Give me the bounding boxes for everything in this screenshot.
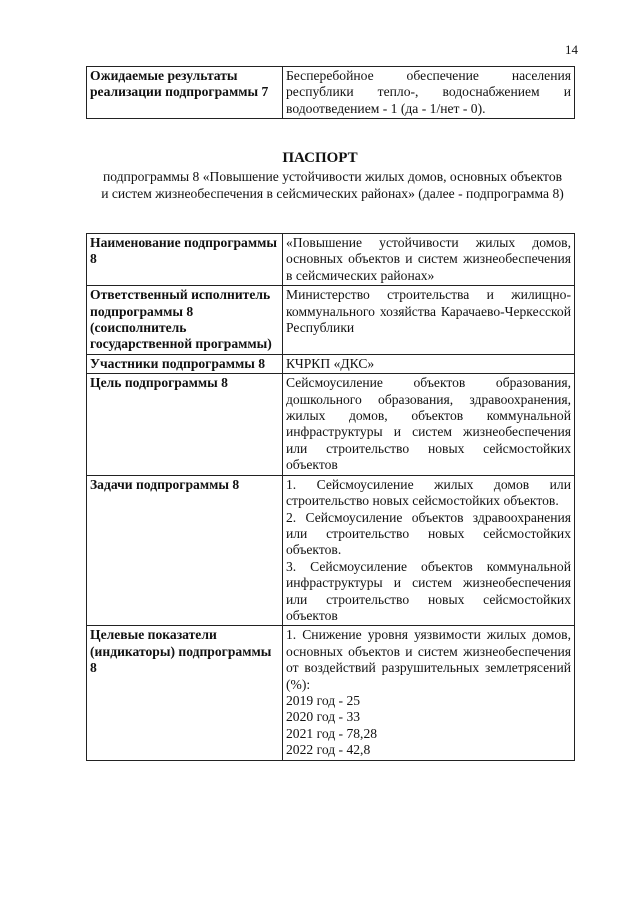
page-number: 14	[565, 42, 578, 57]
passport-title: ПАСПОРТ	[282, 150, 358, 166]
task-item: 1. Сейсмоусиление жилых домов или строительство новых сейсмостойких объектов.	[286, 476, 571, 509]
table-row	[87, 234, 575, 286]
goal-value: Сейсмоусиление объектов образования, дошкольного образования, здравоохранения, жилых домов, объектов коммунальной инфраструктуры и систем жизнеобеспечения или строительство новых сейсмостойких объектов	[283, 374, 575, 475]
table-row	[87, 286, 575, 355]
name-value: «Повышение устойчивости жилых домов, основных объектов и систем жизнеобеспечения в сейсмических районах»	[283, 234, 575, 286]
table-row	[87, 67, 575, 119]
passport-table	[86, 233, 575, 761]
tasks-label: Задачи подпрограммы 8	[87, 475, 283, 626]
participants-label: Участники подпрограммы 8	[87, 354, 283, 373]
indicator-year-value: 2020 год - 33	[286, 709, 361, 725]
indicator-year-value: 2022 год - 42,8	[286, 742, 371, 758]
task-item: 3. Сейсмоусиление объектов коммунальной инфраструктуры и систем жизнеобеспечения или строительство новых сейсмостойких объектов	[286, 558, 571, 623]
table-row	[87, 475, 575, 626]
task-item: 2. Сейсмоусиление объектов здравоохранения или строительство новых сейсмостойких объектов.	[286, 509, 571, 558]
passport-subtitle: подпрограммы 8 «Повышение устойчивости жилых домов, основных объектов и систем жизнеобеспечения в сейсмических районах» (далее - подпрограмма 8)	[101, 169, 564, 201]
expected-results-value: Бесперебойное обеспечение населения республики тепло-, водоснабжением и водоотведением - 1 (да - 1/нет - 0).	[283, 67, 575, 119]
indicator-intro: 1. Снижение уровня уязвимости жилых домов, основных объектов и систем жизнеобеспечения от воздействий разрушительных землетрясений (%):	[286, 627, 571, 692]
tasks-value	[283, 475, 575, 626]
indicator-year-value: 2019 год - 25	[286, 692, 361, 708]
table-row	[87, 626, 575, 760]
indicators-value	[283, 626, 575, 760]
executor-value: Министерство строительства и жилищно-коммунального хозяйства Карачаево-Черкесской Республики	[283, 286, 575, 355]
results-table	[86, 66, 575, 119]
indicator-year-value: 2021 год - 78,28	[286, 725, 378, 741]
goal-label: Цель подпрограммы 8	[87, 374, 283, 475]
executor-label: Ответственный исполнитель подпрограммы 8 (соисполнитель государственной программы)	[87, 286, 283, 355]
expected-results-label: Ожидаемые результаты реализации подпрограммы 7	[87, 67, 283, 119]
table-row	[87, 354, 575, 373]
table-row	[87, 374, 575, 475]
participants-value: КЧРКП «ДКС»	[283, 354, 575, 373]
name-label: Наименование подпрограммы 8	[87, 234, 283, 286]
indicators-label: Целевые показатели (индикаторы) подпрограммы 8	[87, 626, 283, 760]
